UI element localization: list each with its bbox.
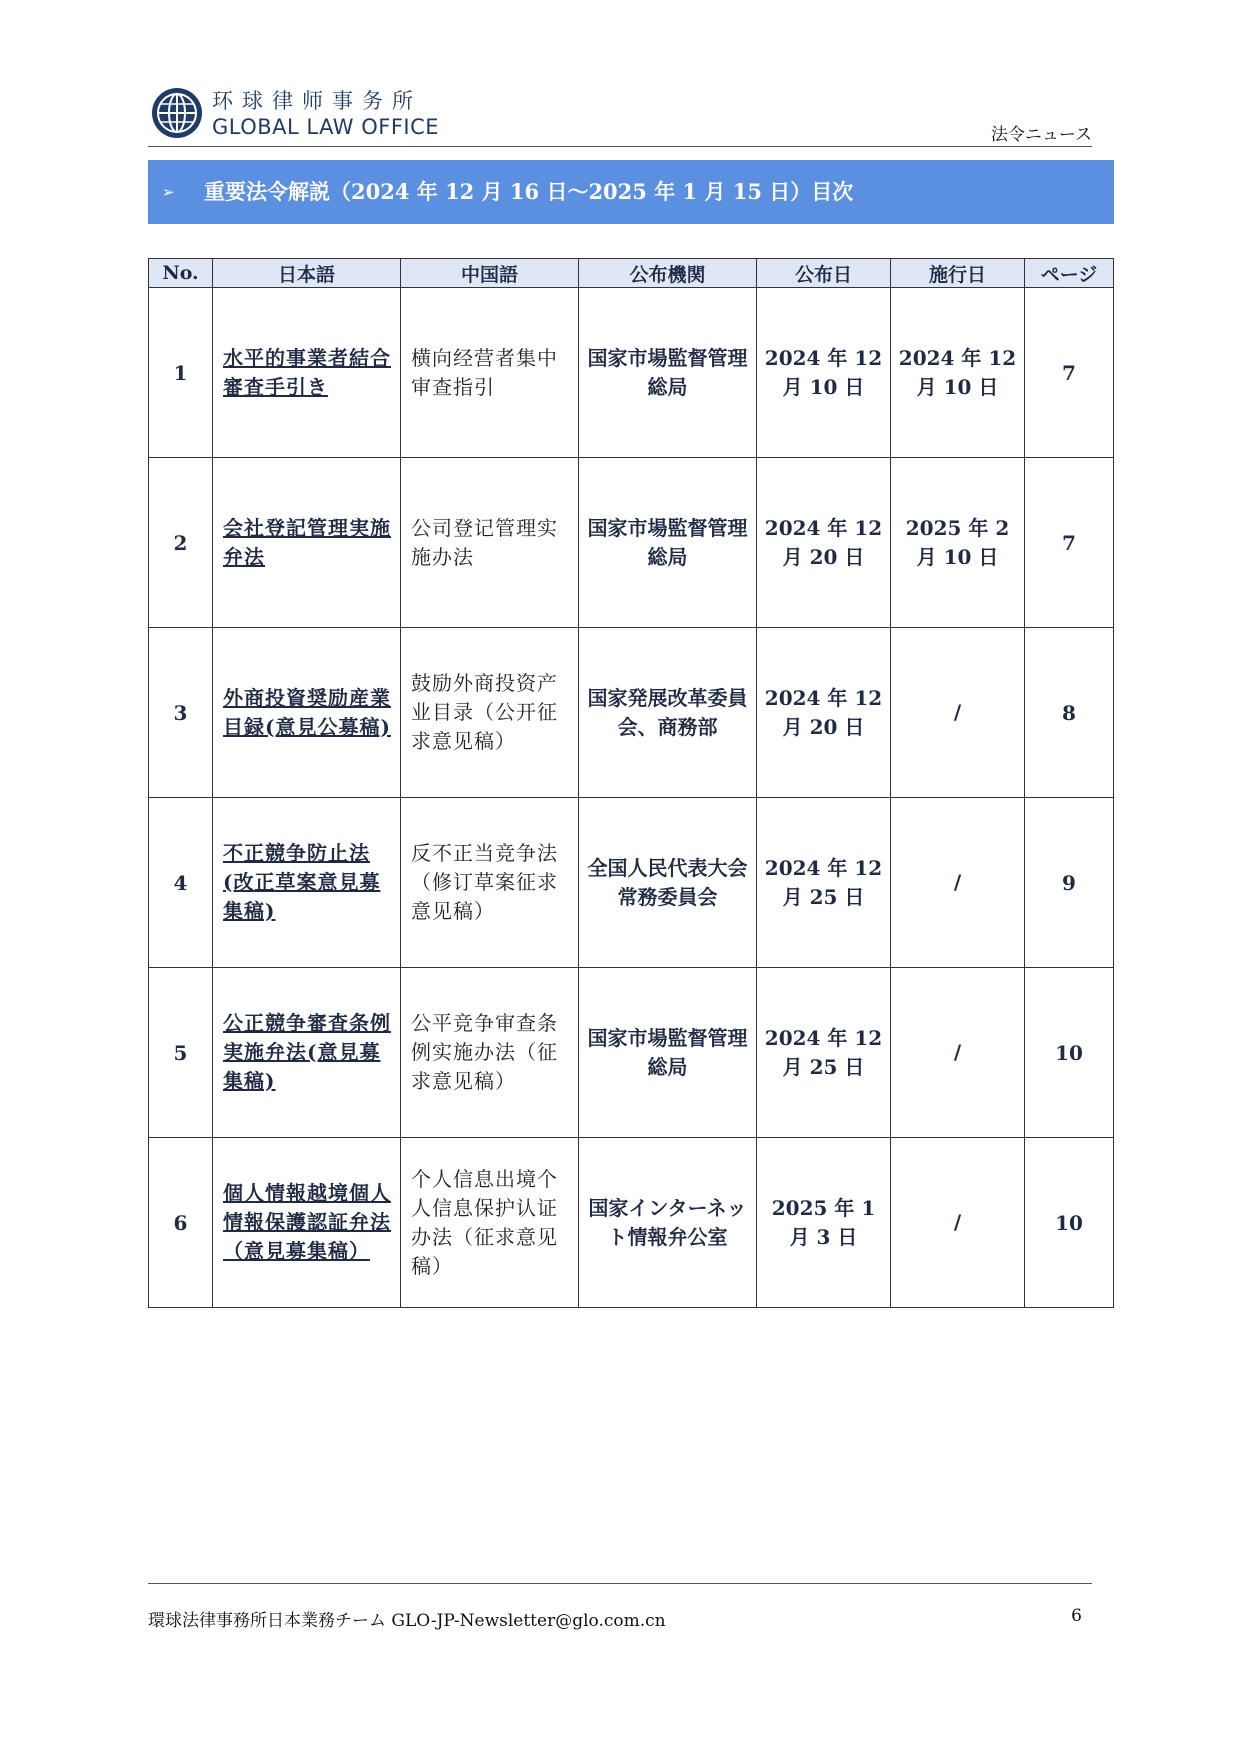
table-row xyxy=(149,628,1114,798)
col-header-agency: 公布機関 xyxy=(579,259,757,288)
table-row xyxy=(149,458,1114,628)
effective-date: 2024 年 12 月 10 日 xyxy=(891,288,1025,458)
page-number: 10 xyxy=(1025,968,1114,1138)
firm-logo-text xyxy=(212,88,439,140)
law-title-cn: 鼓励外商投资产业目录（公开征求意见稿） xyxy=(401,628,579,798)
publish-date: 2024 年 12 月 20 日 xyxy=(757,628,891,798)
issuing-agency: 国家インターネット情報弁公室 xyxy=(579,1138,757,1308)
page-number: 9 xyxy=(1025,798,1114,968)
law-title-cn: 横向经营者集中审查指引 xyxy=(401,288,579,458)
col-header-chinese: 中国語 xyxy=(401,259,579,288)
law-title-jp-link[interactable]: 会社登記管理実施弁法 xyxy=(223,515,391,569)
page-footer xyxy=(148,1583,1092,1631)
col-header-publish-date: 公布日 xyxy=(757,259,891,288)
footer-page-number: 6 xyxy=(1071,1606,1082,1626)
law-title-jp-link[interactable]: 外商投資奨励産業目録(意見公募稿) xyxy=(223,685,391,739)
table-header-row xyxy=(149,259,1114,288)
col-header-effective-date: 施行日 xyxy=(891,259,1025,288)
law-title-jp-link[interactable]: 個人情報越境個人情報保護認証弁法（意見募集稿） xyxy=(223,1181,391,1263)
law-title-jp-link[interactable]: 公正競争審査条例実施弁法(意見募集稿) xyxy=(223,1011,391,1093)
law-title-cn: 个人信息出境个人信息保护认证办法（征求意见稿） xyxy=(401,1138,579,1308)
page-number: 10 xyxy=(1025,1138,1114,1308)
page-header xyxy=(148,86,1092,147)
effective-date: 2025 年 2 月 10 日 xyxy=(891,458,1025,628)
issuing-agency: 全国人民代表大会常務委員会 xyxy=(579,798,757,968)
arrow-bullet-icon: ➢ xyxy=(162,183,175,201)
publish-date: 2025 年 1 月 3 日 xyxy=(757,1138,891,1308)
section-label: 法令ニュース xyxy=(990,125,1092,145)
publish-date: 2024 年 12 月 25 日 xyxy=(757,798,891,968)
table-row xyxy=(149,1138,1114,1308)
toc-title: 重要法令解説（2024 年 12 月 16 日～2025 年 1 月 15 日）目次 xyxy=(204,179,854,204)
law-title-cn: 公司登记管理实施办法 xyxy=(401,458,579,628)
page-number: 7 xyxy=(1025,458,1114,628)
table-row xyxy=(149,968,1114,1138)
law-title-cn: 公平竞争审查条例实施办法（征求意见稿） xyxy=(401,968,579,1138)
publish-date: 2024 年 12 月 10 日 xyxy=(757,288,891,458)
publish-date: 2024 年 12 月 25 日 xyxy=(757,968,891,1138)
row-number: 6 xyxy=(149,1138,213,1308)
publish-date: 2024 年 12 月 20 日 xyxy=(757,458,891,628)
issuing-agency: 国家市場監督管理総局 xyxy=(579,968,757,1138)
issuing-agency: 国家市場監督管理総局 xyxy=(579,288,757,458)
effective-date: / xyxy=(891,1138,1025,1308)
table-row xyxy=(149,798,1114,968)
law-title-jp-link[interactable]: 不正競争防止法(改正草案意見募集稿) xyxy=(223,841,381,923)
toc-table xyxy=(148,258,1114,1308)
table-row xyxy=(149,288,1114,458)
effective-date: / xyxy=(891,628,1025,798)
row-number: 3 xyxy=(149,628,213,798)
page-number: 8 xyxy=(1025,628,1114,798)
effective-date: / xyxy=(891,798,1025,968)
row-number: 5 xyxy=(149,968,213,1138)
row-number: 2 xyxy=(149,458,213,628)
effective-date: / xyxy=(891,968,1025,1138)
footer-contact: 環球法律事務所日本業務チーム GLO-JP-Newsletter@glo.com.cn xyxy=(148,1611,666,1631)
firm-name-en: GLOBAL LAW OFFICE xyxy=(212,115,440,139)
col-header-japanese: 日本語 xyxy=(213,259,401,288)
col-header-page: ページ xyxy=(1025,259,1114,288)
toc-banner xyxy=(148,160,1114,224)
row-number: 4 xyxy=(149,798,213,968)
issuing-agency: 国家市場監督管理総局 xyxy=(579,458,757,628)
firm-name-cn: 环球律师事务所 xyxy=(212,89,422,113)
law-title-cn: 反不正当竞争法（修订草案征求意见稿） xyxy=(401,798,579,968)
page-number: 7 xyxy=(1025,288,1114,458)
row-number: 1 xyxy=(149,288,213,458)
col-header-no: No. xyxy=(149,259,213,288)
globe-logo-icon xyxy=(150,86,204,140)
issuing-agency: 国家発展改革委員会、商務部 xyxy=(579,628,757,798)
law-title-jp-link[interactable]: 水平的事業者結合審査手引き xyxy=(223,345,391,399)
